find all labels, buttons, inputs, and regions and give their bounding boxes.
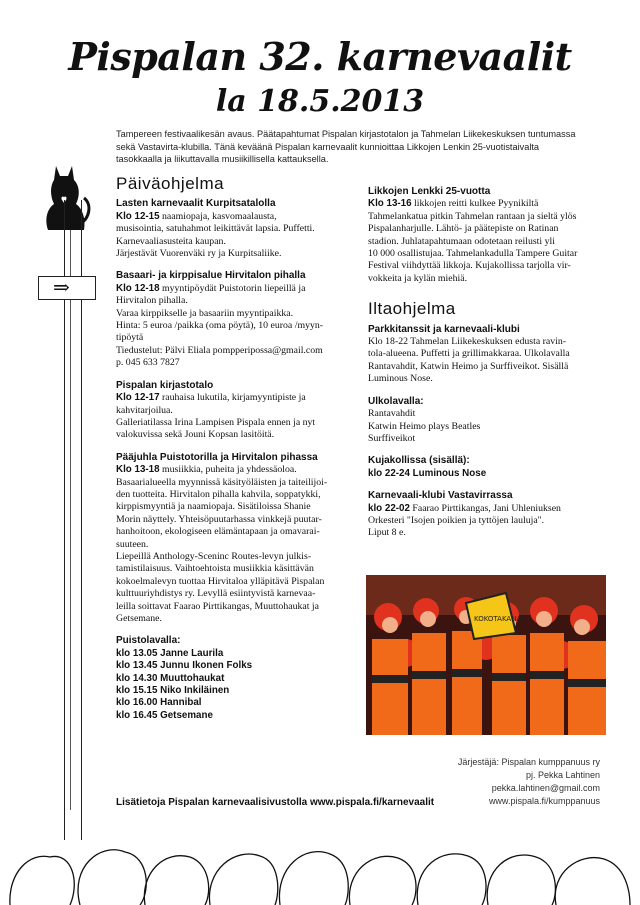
day-program-column [116, 174, 338, 732]
section-title: Likkojen Lenkki 25-vuotta [368, 186, 491, 197]
stage-item: klo 15.15 Niko Inkiläinen [116, 685, 230, 697]
section-line: Hirvitalon pihalla. [116, 295, 188, 307]
section-line: kulttuuriyhdistys ry. Levyllä esiintyvistä karnevaa- [116, 588, 316, 600]
section-kirjastotalo [116, 380, 338, 442]
section-line: Rantavahdit, Katwin Heimo ja Surffiveikot. Sisällä [368, 360, 569, 372]
stage-item: klo 16.45 Getsemane [116, 709, 213, 721]
organizer-info [458, 756, 600, 808]
stage-item: klo 14.30 Muuttohaukat [116, 672, 225, 684]
section-line: Faarao Pirttikangas, Jani Uhleniuksen [412, 502, 561, 514]
organizer-email: pekka.lahtinen@gmail.com [491, 783, 600, 793]
section-line: suuteen. [116, 538, 149, 550]
section-line: likkojen reitti kulkee Pyynikiltä [414, 198, 539, 210]
section-time: Klo 13-16 [368, 198, 412, 210]
section-time: Klo 12-17 [116, 392, 160, 404]
stage-item: klo 13.45 Junnu Ikonen Folks [116, 660, 253, 672]
section-line: rauhaisa lukutila, kirjamyyntipiste ja [162, 392, 306, 404]
section-title: Lasten karnevaalit Kurpitsatalolla [116, 198, 276, 210]
section-line: valokuvissa sekä Jouni Kopsan lasitöitä. [116, 429, 275, 441]
poster-title: Pispalan 32. karnevaalit [68, 34, 572, 79]
section-line: Pispalanharjulle. Lähtö- ja päätepiste on Ratinan [368, 223, 559, 235]
section-line: Orkesteri "Isojen poikien ja tyttöjen lauluja". [368, 514, 545, 526]
section-title: Basaari- ja kirppisalue Hirvitalon pihalla [116, 270, 306, 282]
pole-texture [70, 230, 73, 810]
carnival-photo [366, 575, 606, 735]
arrow-right-icon: ⇒ [53, 277, 70, 299]
section-line: vokkeita ja kylän miehiä. [368, 272, 468, 284]
heads-silhouette-icon [0, 812, 640, 905]
section-line: Järjestävät Vuorenväki ry ja Kurpitsaliike. [116, 248, 282, 260]
section-line: Liepeillä Anthology-Sceninc Routes-levyn julkis- [116, 550, 312, 562]
right-column [368, 186, 588, 550]
section-title: Kujakollissa (sisällä): [368, 455, 470, 467]
section-line: Tiedustelut: Pälvi Eliala pompperipossa@gmail.com [116, 344, 323, 356]
organizer-website: www.pispala.fi/kumppanuus [488, 796, 600, 806]
stage-title: Puistolavalla: [116, 635, 181, 647]
section-line: den tuotteita. Hirvitalon pihalla kahvila, soppatykki, [116, 488, 321, 500]
stage-item: klo 16.00 Hannibal [116, 697, 202, 709]
section-line: tola-alueena. Puffetti ja grillimakkaraa. Ulkolavalla [368, 348, 570, 360]
section-line: stadion. Juhlatapahtumaan odotetaan reilusti yli [368, 235, 555, 247]
section-title: Ulkolavalla: [368, 395, 424, 407]
intro-text: Tampereen festivaalikesän avaus. Päätapahtumat Pispalan kirjastotalon ja Tahmelan Liikekeskuksen tuntumassa sekä Vastavirta-klubilla. Tänä keväänä Pispalan karnevaalit kunnioittaa Likkojen Lenkin 25-vuotistaivalta tasokkaalla ja liikuttavalla musiikillisella kattauksella. [116, 129, 576, 164]
section-title: Pääjuhla Puistotorilla ja Hirvitalon pihassa [116, 451, 318, 463]
stage-schedule [116, 635, 338, 722]
section-line: kirppismyyntiä ja naamiopaja. Sisätiloissa Shanie [116, 501, 311, 513]
stage-item: klo 13.05 Janne Laurila [116, 647, 224, 659]
section-paajuhla [116, 452, 338, 626]
section-line: Karnevaaliasusteita kaupan. [116, 235, 226, 247]
section-time: Klo 12-15 [116, 210, 160, 222]
section-line: leilla soittavat Faarao Pirttikangas, Muuttohaukat ja [116, 600, 319, 612]
section-title: Parkkitanssit ja karnevaali-klubi [368, 323, 520, 335]
section-title: Karnevaali-klubi Vastavirrassa [368, 490, 513, 502]
section-line: kahvitarjoilua. [116, 404, 173, 416]
section-ulkolava [368, 396, 588, 446]
event-date: la 18.5.2013 [215, 84, 425, 119]
section-line: Varaa kirppikselle ja basaariin myyntipaikka. [116, 307, 294, 319]
section-kujakolli [368, 455, 588, 480]
section-line: Klo 18-22 Tahmelan Liikekeskuksen edusta ravin- [368, 336, 567, 348]
section-basaari [116, 270, 338, 369]
evening-heading: Iltaohjelma [368, 299, 456, 319]
section-likkojen [368, 186, 588, 285]
arrow-sign [38, 276, 96, 300]
section-line: tipöytä [116, 332, 144, 344]
section-line: myyntipöydät Puistotorin liepeillä ja [162, 282, 306, 294]
section-line: naamiopaja, kasvomaalausta, [162, 210, 277, 222]
section-title: Pispalan kirjastotalo [116, 379, 214, 391]
section-line: Tahmelankatua pitkin Tahmelan rantaan ja sieltä ylös [368, 210, 577, 222]
section-line: Festival viihdyttää likkoja. Kujakollissa tarjolla vir- [368, 260, 571, 272]
section-klubi [368, 490, 588, 540]
section-line: Luminous Nose. [368, 373, 433, 385]
section-line: musisointia, satuhahmot leikittävät lapsia. Puffetti. [116, 223, 315, 235]
photo-sign-text: KOKOTAKANAN [474, 615, 527, 623]
section-line: Katwin Heimo plays Beatles [368, 420, 481, 432]
section-line: Getsemane. [116, 613, 162, 624]
section-time: klo 22-02 [368, 502, 410, 514]
section-line: tamistilaisuus. Vaihtoehtoista musiikkia käsittävän [116, 563, 314, 575]
section-line: musiikkia, puheita ja yhdessäoloa. [162, 464, 297, 476]
organizer-chair: pj. Pekka Lahtinen [525, 770, 600, 780]
section-line: 10 000 osallistujaa. Tahmelankadulla Tampere Guitar [368, 248, 578, 260]
organizer-name: Järjestäjä: Pispalan kumppanuus ry [457, 757, 600, 767]
section-line: p. 045 633 7827 [116, 357, 180, 369]
section-line: hanhoitoon, ekologiseen elämäntapaan ja omavarai- [116, 526, 320, 538]
section-line: Morin näyttely. Yhteisöpuutarhassa vinkkejä puutar- [116, 513, 322, 525]
section-time: Klo 13-18 [116, 464, 160, 476]
section-lasten [116, 198, 338, 260]
section-line: kokoelmalevyn tuottaa Hirvitaloa ylläpitävä Pispalan [116, 575, 325, 587]
section-line: Rantavahdit [368, 408, 416, 420]
section-line: Surffiveikot [368, 432, 416, 444]
section-line: klo 22-24 Luminous Nose [368, 467, 487, 479]
section-time: Klo 12-18 [116, 282, 160, 294]
section-line: Galleriatilassa Irina Lampisen Pispala ennen ja nyt [116, 416, 316, 428]
section-parkki [368, 324, 588, 386]
section-line: Liput 8 e. [368, 527, 406, 539]
section-line: Basaarialueella myynnissä käsityöläisten ja taiteilijoi- [116, 476, 328, 488]
section-line: Hinta: 5 euroa /paikka (oma pöytä), 10 euroa /myyn- [116, 320, 324, 332]
footer-info: Lisätietoja Pispalan karnevaalisivustolla www.pispala.fi/karnevaalit [116, 797, 435, 808]
day-program-heading: Päiväohjelma [116, 174, 225, 193]
